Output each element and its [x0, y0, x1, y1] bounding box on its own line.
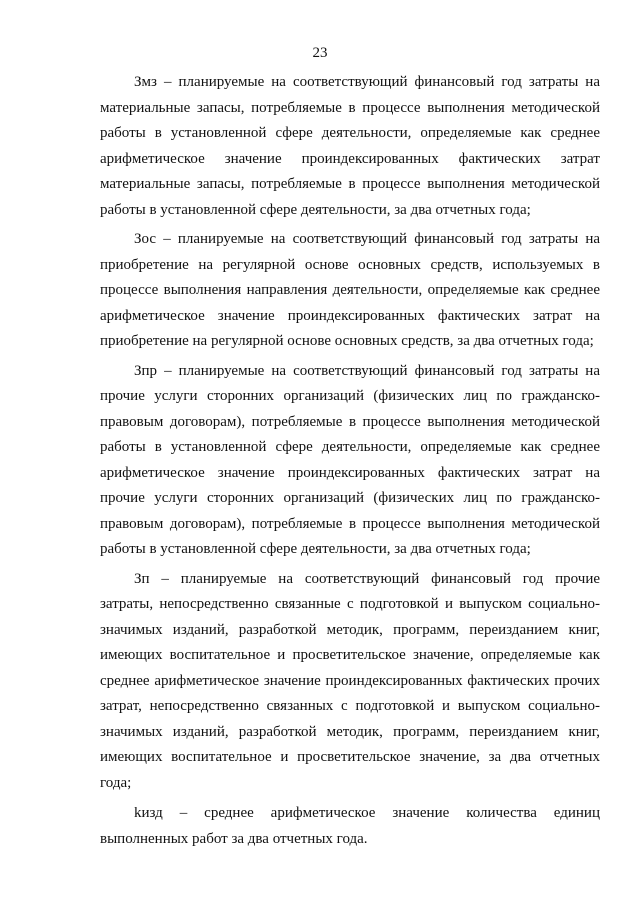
paragraph-zos-definition: Зос – планируемые на соответствующий финансовый год затраты на приобретение на регулярной основе основных средств, используемых в процессе выполнения направления деятельности, определяемые как среднее арифметическое значение проиндексированных фактических затрат на приобретение на регулярной основе основных средств, за два отчетных года; [100, 231, 600, 349]
page-number: 23 [312, 45, 328, 61]
paragraph-zmz-definition: Змз – планируемые на соответствующий финансовый год затраты на материальные запасы, потребляемые в процессе выполнения методической работы в установленной сфере деятельности, определяемые как среднее арифметическое значение проиндексированных фактических затрат материальные запасы, потребляемые в процессе выполнения методической работы в установленной сфере деятельности, за два отчетных года; [100, 74, 600, 218]
paragraph-zpr-definition: Зпр – планируемые на соответствующий финансовый год затраты на прочие услуги сторонних организаций (физических лиц по гражданско-правовым договорам), потребляемые в процессе выполнения методической работы в установленной сфере деятельности, определяемые как среднее арифметическое значение проиндексированных фактических затрат на прочие услуги сторонних организаций (физических лиц по гражданско-правовым договорам), потребляемые в процессе выполнения методической работы в установленной сфере деятельности, за два отчетных года; [100, 362, 600, 557]
paragraph-zp-definition: Зп – планируемые на соответствующий финансовый год прочие затраты, непосредственно связанные с подготовкой и выпуском социально-значимых изданий, разработкой методик, программ, переизданием книг, имеющих воспитательное и просветительское значение, определяемые как среднее арифметическое значение проиндексированных фактических прочих затрат, непосредственно связанных с подготовкой и выпуском социально-значимых изданий, разработкой методик, программ, переизданием книг, имеющих воспитательное и просветительское значение, за два отчетных года; [100, 570, 600, 791]
document-body [100, 70, 600, 852]
paragraph-kizd-definition: kизд – среднее арифметическое значение количества единиц выполненных работ за два отчетных года. [100, 805, 600, 847]
